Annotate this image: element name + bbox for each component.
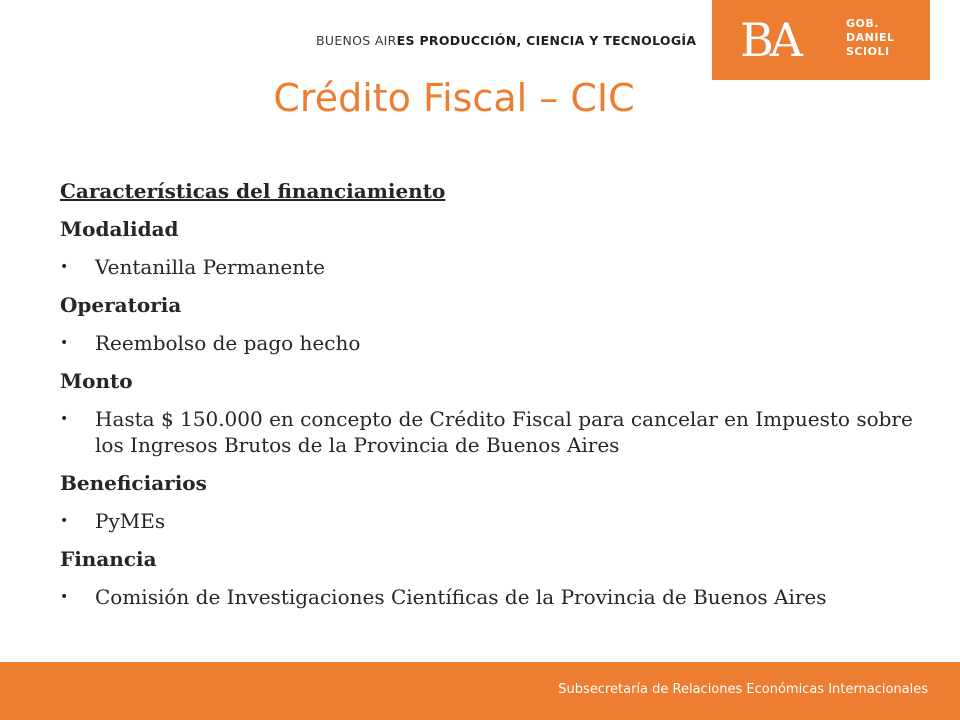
bullet-text: Comisión de Investigaciones Científicas de la Provincia de Buenos Aires [95,585,827,609]
section-heading: Características del financiamiento [60,179,446,203]
bullet-item [60,502,920,540]
ministry-name-bold: ES PRODUCCIÓN, CIENCIA Y TECNOLOGÍA [396,33,697,48]
bullet-item [60,400,920,464]
bullet-icon: • [60,259,69,275]
bullet-icon: • [60,335,69,351]
logo-line-1: GOB. [846,17,879,30]
government-logo [712,0,930,80]
heading-financia: Financia [60,547,157,571]
logo-line-2: DANIEL [846,31,895,44]
bullet-text: Hasta $ 150.000 en concepto de Crédito Fiscal para cancelar en Impuesto sobre los Ingresos Brutos de la Provincia de Buenos Aires [95,407,913,457]
heading-modalidad: Modalidad [60,217,179,241]
logo-mark: BA [740,13,800,67]
bullet-icon: • [60,589,69,605]
slide-title: Crédito Fiscal – CIC [273,76,635,120]
ministry-name-prefix: BUENOS AIR [316,33,397,48]
heading-operatoria: Operatoria [60,293,182,317]
heading-monto: Monto [60,369,133,393]
bullet-text: PyMEs [95,509,166,533]
bullet-icon: • [60,513,69,529]
bullet-text: Ventanilla Permanente [95,255,325,279]
ministry-name [316,33,696,48]
footer-bar [0,662,960,720]
heading-beneficiarios: Beneficiarios [60,471,207,495]
logo-government-text [846,17,894,59]
logo-line-3: SCIOLI [846,45,890,58]
bullet-text: Reembolso de pago hecho [95,331,361,355]
bullet-item [60,248,920,286]
bullet-icon: • [60,411,69,427]
bullet-item [60,578,920,616]
slide-content [60,172,920,616]
footer-text: Subsecretaría de Relaciones Económicas Internacionales [558,682,928,697]
bullet-item [60,324,920,362]
